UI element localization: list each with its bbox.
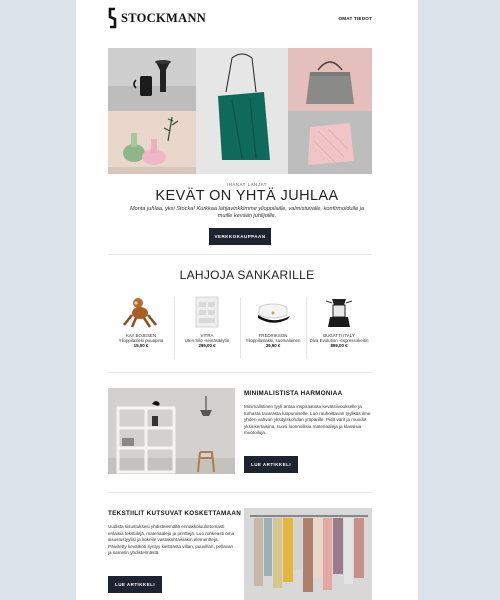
product-card[interactable]: [306, 295, 372, 363]
read-article-button[interactable]: LUE ARTIKKELI: [108, 576, 162, 593]
product-name: Diva Evolution -espressokeitin: [309, 338, 369, 344]
handbag-image: [288, 48, 372, 111]
hero-description: Monta juhlaa, yksi Stocka! Kurkkaa lahjavinkkimme ylioppilaille, valmistuvalle, konfirmoidulle ja muille kevään juhlijoille.: [129, 206, 365, 220]
product-name: Uten.Silo -seinäsäilytin: [184, 338, 230, 344]
newsletter-page: [76, 0, 418, 600]
product-card[interactable]: [174, 295, 240, 363]
hero-image-grid[interactable]: [108, 48, 372, 174]
brand-logo[interactable]: [108, 7, 206, 29]
hero-tile-vases: [108, 48, 196, 111]
hero-title: KEVÄT ON YHTÄ JUHLAA: [155, 188, 339, 204]
gifts-section-title: LAHJOJA SANKARILLE: [179, 268, 315, 282]
product-name: Ylioppilaslakki, suomalainen: [245, 338, 301, 344]
graduation-cap-icon: [248, 295, 298, 329]
product-brand: FREDRIKSON: [258, 333, 288, 338]
article-body: Minimalistinen tyyli antaa inspiraatiota kevätsiivoukselle ja turhasta tavarasta luopumiselle. Luo rauhoittavan tyylikäs ilme yhden vahvan yksityiskohdan ympärille. Pidä värit ja muodot yksinkertaisina, suosi luonnollisia materiaaleja ja klassisia muotoiluja.: [244, 404, 371, 436]
header: [76, 0, 418, 38]
wall-organizer-icon: [182, 295, 232, 329]
hero-tile-plant: [108, 111, 196, 174]
product-price: 15,00 €: [133, 343, 149, 349]
article-title: TEKSTIILIT KUTSUVAT KOSKETTAMAAN: [108, 510, 242, 517]
divider: [108, 254, 372, 255]
product-brand: BUGATTI ITALY: [323, 333, 355, 338]
plant-vases-image: [108, 111, 196, 174]
hero-tile-pillow: [288, 111, 372, 174]
vases-image: [108, 48, 196, 111]
article-image-shelf[interactable]: [108, 388, 235, 474]
green-bag-image: [196, 48, 288, 174]
product-price: 899,00 €: [330, 343, 348, 349]
wooden-monkey-icon: [116, 295, 166, 329]
stockmann-s-icon: [108, 7, 117, 29]
product-brand: VITRA: [200, 333, 214, 338]
article-title: MINIMALISTISTA HARMONIAA: [244, 390, 343, 397]
divider: [108, 372, 372, 373]
hero-tile-green-bag: [196, 48, 288, 174]
product-price: 295,00 €: [198, 343, 216, 349]
shelf-interior-image: [108, 388, 235, 474]
article-image-textiles[interactable]: [244, 508, 372, 600]
article-body: Uudista sisustuksesi yhdistelemällä ennakkoluulottomasti erilaisia tekstiilejä, materiaaleja ja printtejä. Luo rohkeasti oma sisustustyylisi ja kokeile vastakohtaisiakin elementtejä. Päivitetty kevätkoti syntyy kieltoasta villan, puuvillan, pellavan ja sametin yhdistelmästä.: [108, 524, 235, 556]
product-grid: [108, 295, 372, 365]
product-price: 39,90 €: [265, 343, 281, 349]
pillow-image: [288, 111, 372, 174]
textiles-rack-image: [244, 508, 372, 600]
product-card[interactable]: [108, 295, 174, 363]
read-article-button[interactable]: LUE ARTIKKELI: [244, 456, 298, 473]
my-account-link[interactable]: OMAT TIEDOT: [338, 16, 372, 21]
shop-online-button[interactable]: VERKKOKAUPPAAN: [209, 228, 271, 245]
product-brand: KAY BOJESEN: [125, 333, 157, 338]
espresso-machine-icon: [314, 295, 364, 329]
product-name: Ylioppilasleki puuapina: [118, 338, 164, 344]
brand-name: STOCKMANN: [121, 10, 207, 25]
product-card[interactable]: [240, 295, 306, 363]
hero-tile-handbag: [288, 48, 372, 111]
divider: [108, 492, 372, 493]
hero-kicker: IHANAT LAHJAT: [226, 182, 268, 187]
